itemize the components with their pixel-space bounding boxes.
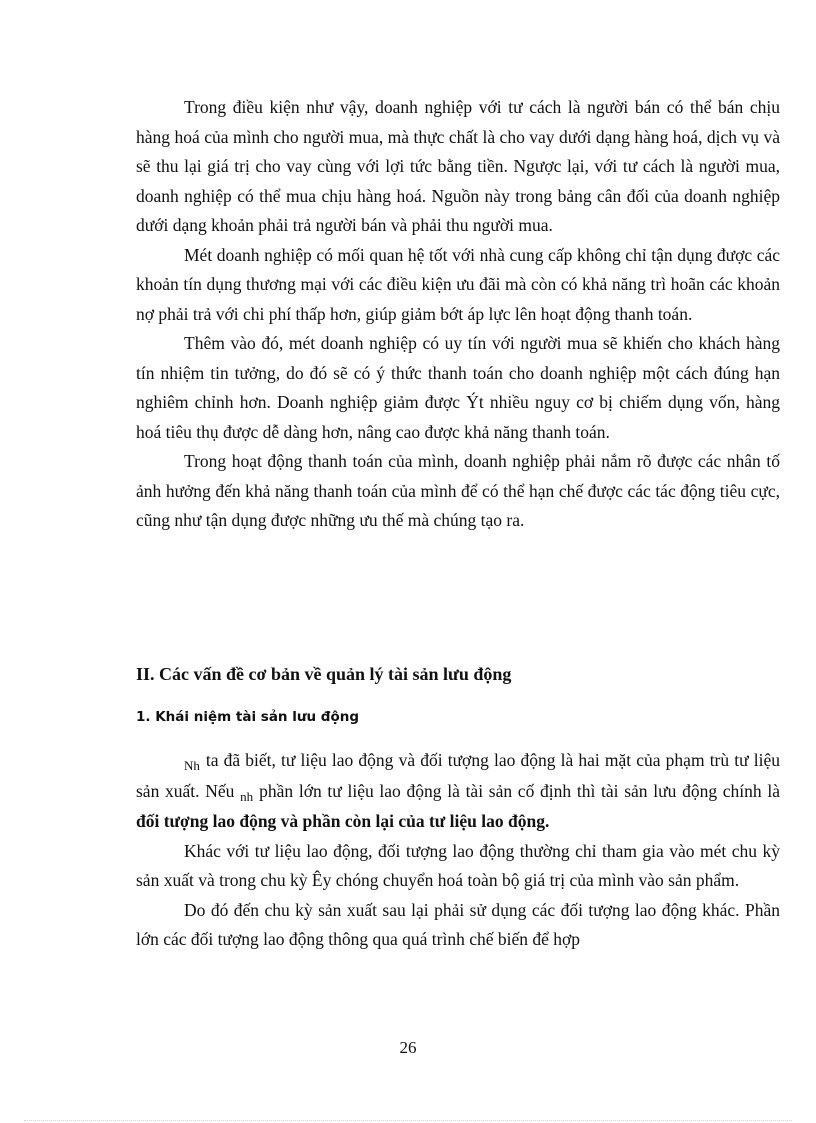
section-heading: II. Các vấn đề cơ bản về quản lý tài sản lưu động bbox=[136, 664, 512, 684]
paragraph-labor-objects: Khác với tư liệu lao động, đối tượng lao động thường chỉ tham gia vào mét chu kỳ sản xuất và trong chu kỳ Êy chóng chuyển hoá toàn bộ giá trị của mình vào sản phẩm. bbox=[136, 840, 780, 890]
body-text-bottom bbox=[136, 746, 780, 955]
concept-bold-text: đối tượng lao động và phần còn lại của tư liệu lao động. bbox=[136, 811, 550, 831]
page-bottom-divider bbox=[24, 1120, 792, 1121]
paragraph-supplier-relations: Mét doanh nghiệp có mối quan hệ tốt với nhà cung cấp không chỉ tận dụng được các khoản tín dụng thương mại với các điều kiện ưu đãi mà còn có khả năng trì hoãn các khoản nợ phải trả với chi phí thấp hơn, giúp giảm bớt áp lực lên hoạt động thanh toán. bbox=[136, 244, 780, 324]
paragraph-trade-credit: Trong điều kiện như vậy, doanh nghiệp với tư cách là người bán có thể bán chịu hàng hoá của mình cho người mua, mà thực chất là cho vay dưới dạng hàng hoá, dịch vụ và sẽ thu lại giá trị cho vay cùng với lợi tức bằng tiền. Ngược lại, với tư cách là người mua, doanh nghiệp có thể mua chịu hàng hoá. Nguồn này trong bảng cân đối của doanh nghiệp dưới dạng khoản phải trả người bán và phải thu người mua. bbox=[136, 97, 780, 235]
body-text-top bbox=[136, 93, 780, 536]
garbled-nh-2: nh bbox=[240, 788, 254, 804]
garbled-nh-1: Nh bbox=[184, 758, 200, 773]
page-number: 26 bbox=[399, 1038, 417, 1057]
paragraph-concept bbox=[136, 746, 780, 837]
concept-text-1: ta đã biết, tư liệu lao động và đối tượng lao động là hai mặt của phạm trù tư liệu sản xuất. Nếu bbox=[136, 750, 780, 801]
paragraph-customer-trust: Thêm vào đó, mét doanh nghiệp có uy tín với người mua sẽ khiến cho khách hàng tín nhiệm tin tưởng, do đó sẽ có ý thức thanh toán cho doanh nghiệp một cách đúng hạn nghiêm chỉnh hơn. Doanh nghiệp giảm được Ýt nhiều nguy cơ bị chiếm dụng vốn, hàng hoá tiêu thụ được dễ dàng hơn, nâng cao được khả năng thanh toán. bbox=[136, 333, 780, 442]
paragraph-next-cycle: Do đó đến chu kỳ sản xuất sau lại phải sử dụng các đối tượng lao động khác. Phần lớn các đối tượng lao động thông qua quá trình chế biến để hợp bbox=[136, 899, 780, 949]
paragraph-payment-factors: Trong hoạt động thanh toán của mình, doanh nghiệp phải nắm rõ được các nhân tố ảnh hưởng đến khả năng thanh toán của mình để có thể hạn chế được các tác động tiêu cực, cũng như tận dụng được những ưu thế mà chúng tạo ra. bbox=[136, 451, 780, 530]
subsection-heading: 1. Khái niệm tài sản lưu động bbox=[136, 709, 360, 725]
concept-text-2: phần lớn tư liệu lao động là tài sản cố định thì tài sản lưu động chính là bbox=[259, 780, 780, 801]
